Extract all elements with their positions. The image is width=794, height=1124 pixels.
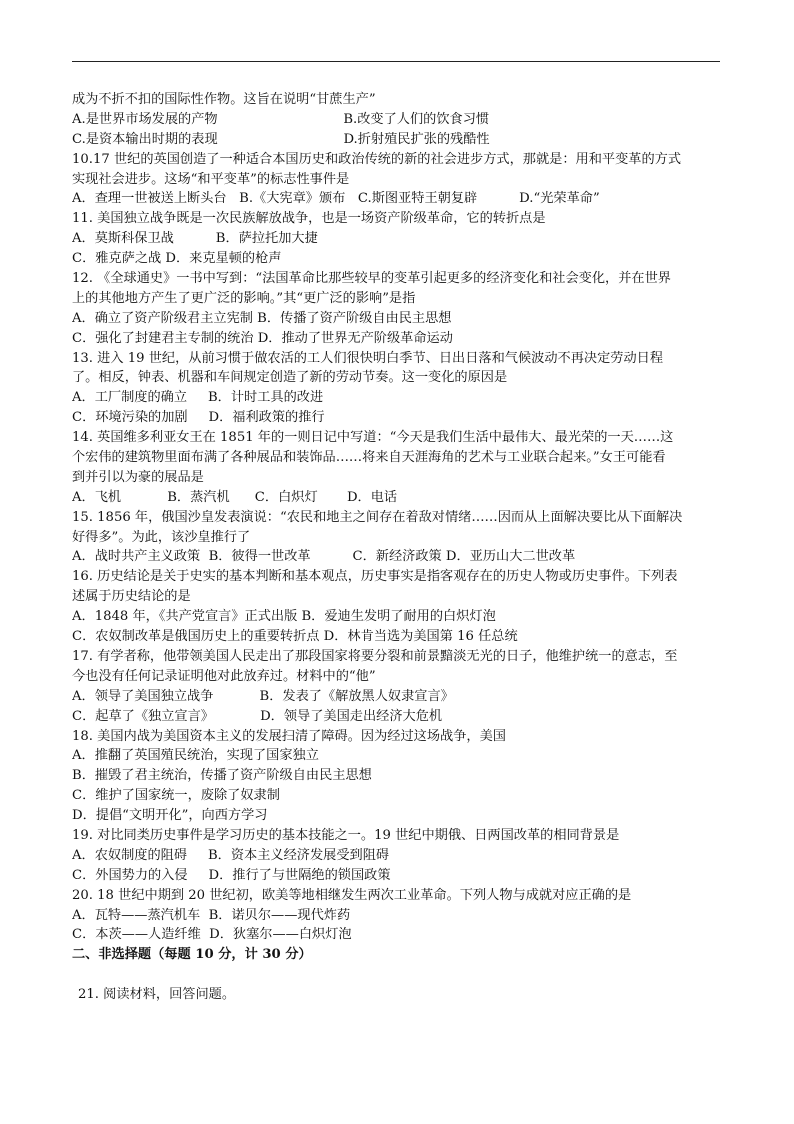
header-rule <box>72 61 720 62</box>
text-line: A．瓦特——蒸汽机车 B．诺贝尔——现代炸药 <box>72 907 351 923</box>
text-line: 述属于历史结论的是 <box>72 589 191 605</box>
text-line: 17. 有学者称，他带领美国人民走出了那段国家将要分裂和前景黯淡无光的日子，他维护统一的意志，至 <box>72 648 678 664</box>
text-line: C.是资本输出时期的表现 D.折射殖民扩张的残酷性 <box>72 131 490 147</box>
text-line: A．工厂制度的确立 B．计时工具的改进 <box>72 390 324 406</box>
text-line: A．农奴制度的阻碍 B．资本主义经济发展受到阻碍 <box>72 847 390 863</box>
text-line: 实现社会进步。这场“和平变革”的标志性事件是 <box>72 171 350 187</box>
text-line: 个宏伟的建筑物里面布满了各种展品和装饰品……将来自天涯海角的艺术与工业联合起来。”女王可能看 <box>72 450 666 466</box>
text-line: A．1848 年，《共产党宣言》正式出版 B．爱迪生发明了耐用的白炽灯泡 <box>72 609 496 625</box>
text-line: 15. 1856 年，俄国沙皇发表演说：“农民和地主之间存在着敌对情绪……因而从上面解决要比从下面解决 <box>72 509 683 525</box>
text-line: C．本茨——人造纤维 D．狄塞尔——白炽灯泡 <box>72 927 352 943</box>
text-line: 11. 美国独立战争既是一次民族解放战争，也是一场资产阶级革命，它的转折点是 <box>72 211 546 227</box>
text-line: 好得多”。为此，该沙皇推行了 <box>72 529 251 545</box>
text-line: 今也没有任何记录证明他对此放弃过。材料中的“他” <box>72 668 376 684</box>
text-line: C．外国势力的入侵 D．推行了与世隔绝的锁国政策 <box>72 867 391 883</box>
text-line: D．提倡“文明开化”，向西方学习 <box>72 808 268 824</box>
text-line: A．查理一世被送上断头台 B.《大宪章》颁布 C.斯图亚特王朝复辟 D.“光荣革命” <box>72 191 600 207</box>
text-line: A．飞机 B．蒸汽机 C．白炽灯 D．电话 <box>72 489 398 505</box>
text-line: 上的其他地方产生了更广泛的影响。”其“更广泛的影响”是指 <box>72 290 416 306</box>
section-heading: 二、非选择题（每题 10 分，计 30 分） <box>72 947 312 963</box>
text-line: B．摧毁了君主统治，传播了资产阶级自由民主思想 <box>72 768 372 784</box>
text-line: 16. 历史结论是关于史实的基本判断和基本观点，历史事实是指客观存在的历史人物或历史事件。下列表 <box>72 569 678 585</box>
text-line: 到并引以为豪的展品是 <box>72 469 204 485</box>
text-line: A．莫斯科保卫战 B．萨拉托加大捷 <box>72 231 318 247</box>
text-line: A．确立了资产阶级君主立宪制 B．传播了资产阶级自由民主思想 <box>72 310 452 326</box>
text-line: 14. 英国维多利亚女王在 1851 年的一则日记中写道：“今天是我们生活中最伟大、最光荣的一天……这 <box>72 430 674 446</box>
text-line: 19. 对比同类历史事件是学习历史的基本技能之一。19 世纪中期俄、日两国改革的相同背景是 <box>72 827 620 843</box>
text-line: A.是世界市场发展的产物 B.改变了人们的饮食习惯 <box>72 111 490 127</box>
text-line: 了。相反，钟表、机器和车间规定创造了新的劳动节奏。这一变化的原因是 <box>72 370 508 386</box>
text-line: C．起草了《独立宣言》 D．领导了美国走出经济大危机 <box>72 708 443 724</box>
text-line: 12. 《全球通史》一书中写到：“法国革命比那些较早的变革引起更多的经济变化和社会变化，并在世界 <box>72 271 671 287</box>
spacer <box>72 965 722 985</box>
text-line: 18. 美国内战为美国资本主义的发展扫清了障碍。因为经过这场战争，美国 <box>72 728 506 744</box>
text-line: A．战时共产主义政策 B．彼得一世改革 C．新经济政策 D．亚历山大二世改革 <box>72 549 576 565</box>
text-line: A．领导了美国独立战争 B．发表了《解放黑人奴隶宣言》 <box>72 688 454 704</box>
text-line: C．环境污染的加剧 D．福利政策的推行 <box>72 410 325 426</box>
text-line: C．农奴制改革是俄国历史上的重要转折点 D．林肯当选为美国第 16 任总统 <box>72 629 518 645</box>
text-line: 20. 18 世纪中期到 20 世纪初，欧美等地相继发生两次工业革命。下列人物与成就对应正确的是 <box>72 887 632 903</box>
text-line: 10.17 世纪的英国创造了一种适合本国历史和政治传统的新的社会进步方式，那就是：用和平变革的方式 <box>72 151 682 167</box>
exam-page <box>72 90 722 1005</box>
text-line: 成为不折不扣的国际性作物。这旨在说明“甘蔗生产” <box>72 92 376 107</box>
text-line: C．强化了封建君主专制的统治 D．推动了世界无产阶级革命运动 <box>72 330 453 346</box>
text-line: C．维护了国家统一，废除了奴隶制 <box>72 788 280 804</box>
question-21: 21. 阅读材料，回答问题。 <box>78 987 236 1003</box>
text-line: 13. 进入 19 世纪，从前习惯于做农活的工人们很快明白季节、日出日落和气候波动不再决定劳动日程 <box>72 350 664 366</box>
text-line: C．雅克萨之战 D．来克星顿的枪声 <box>72 251 282 267</box>
text-line: A．推翻了英国殖民统治，实现了国家独立 <box>72 748 319 764</box>
